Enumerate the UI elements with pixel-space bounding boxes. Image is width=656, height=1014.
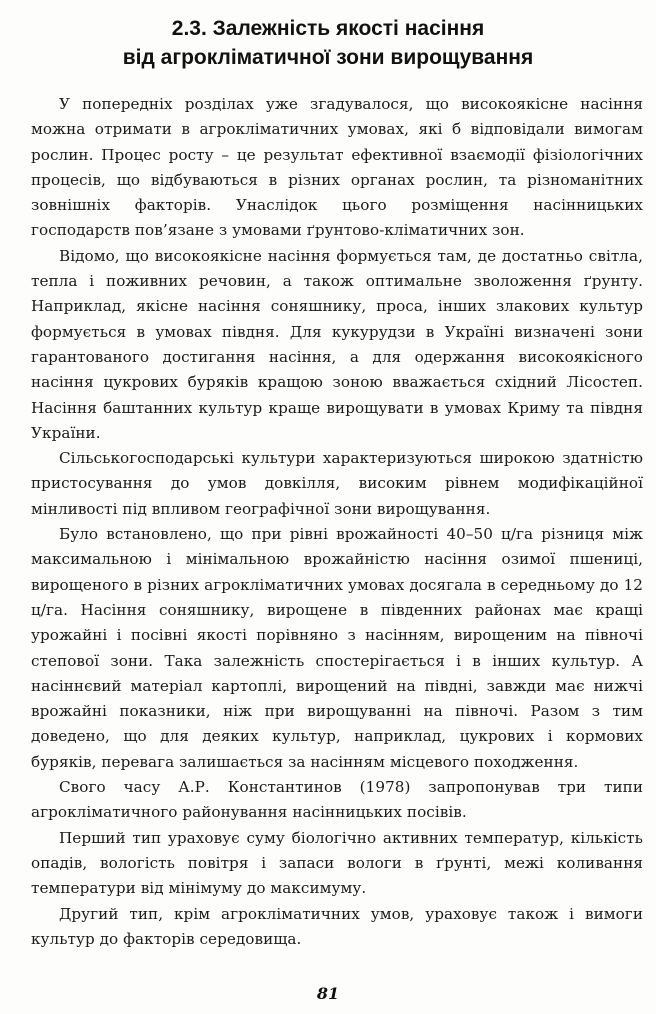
paragraph-6: Перший тип ураховує суму біологічно активних температур, кількість опадів, вологість повітря і запаси вологи в ґрунті, межі коливання температури від мінімуму до максимуму. <box>31 828 643 898</box>
paragraph-5: Свого часу А.Р. Константинов (1978) запропонував три типи агрокліматичного районування насінницьких посівів. <box>31 778 643 822</box>
body-text <box>31 92 643 952</box>
section-heading-line-2: від агрокліматичної зони вирощування <box>122 46 534 69</box>
section-heading-line-1: 2.3. Залежність якості насіння <box>171 17 485 40</box>
page-number: 81 <box>316 984 340 1003</box>
paragraph-3: Сільськогосподарські культури характеризуються широкою здатністю пристосування до умов довкілля, високим рівнем модифікаційної мінливості під впливом географічної зони вирощування. <box>31 449 643 518</box>
paragraph-7: Другий тип, крім агрокліматичних умов, ураховує також і вимоги культур до факторів середовища. <box>31 904 643 948</box>
paragraph-1: У попередніх розділах уже згадувалося, що високоякісне насіння можна отримати в агрокліматичних умовах, які б відповідали вимогам рослин. Процес росту – це результат ефективної взаємодії фізіологічних процесів, що відбуваються в різних органах рослин, та різноманітних зовнішніх факторів. Унаслідок цього розміщення насінницьких господарств пов’язане з умовами ґрунтово-кліматичних зон. <box>31 95 643 240</box>
paragraph-2: Відомо, що високоякісне насіння формується там, де достатньо світла, тепла і поживних речовин, а також оптимальне зволоження ґрунту. Наприклад, якісне насіння соняшнику, проса, інших злакових культур формується в умовах півдня. Для кукурудзи в Україні визначені зони гарантованого достигання насіння, а для одержання високоякісного насіння цукрових буряків кращою зоною вважається східний Лісостеп. Насіння баштанних культур краще вирощувати в умовах Криму та півдня України. <box>31 246 643 442</box>
paragraph-4: Було встановлено, що при рівні врожайності 40–50 ц/га різниця між максимальною і мінімальною врожайністю насіння озимої пшениці, вирощеного в різних агрокліматичних умовах досягала в середньому до 12 ц/га. Насіння соняшнику, вирощене в південних районах має кращі урожайні і посівні якості порівняно з насінням, вирощеним на півночі степової зони. Така залежність спостерігається і в інших культур. А насіннєвий матеріал картоплі, вирощений на півдні, завжди має нижчі врожайні показники, ніж при вирощуванні на півночі. Разом з тим доведено, що для деяких культур, наприклад, цукрових і кормових буряків, перевага залишається за насінням місцевого походження. <box>31 525 643 771</box>
section-heading <box>60 14 596 72</box>
